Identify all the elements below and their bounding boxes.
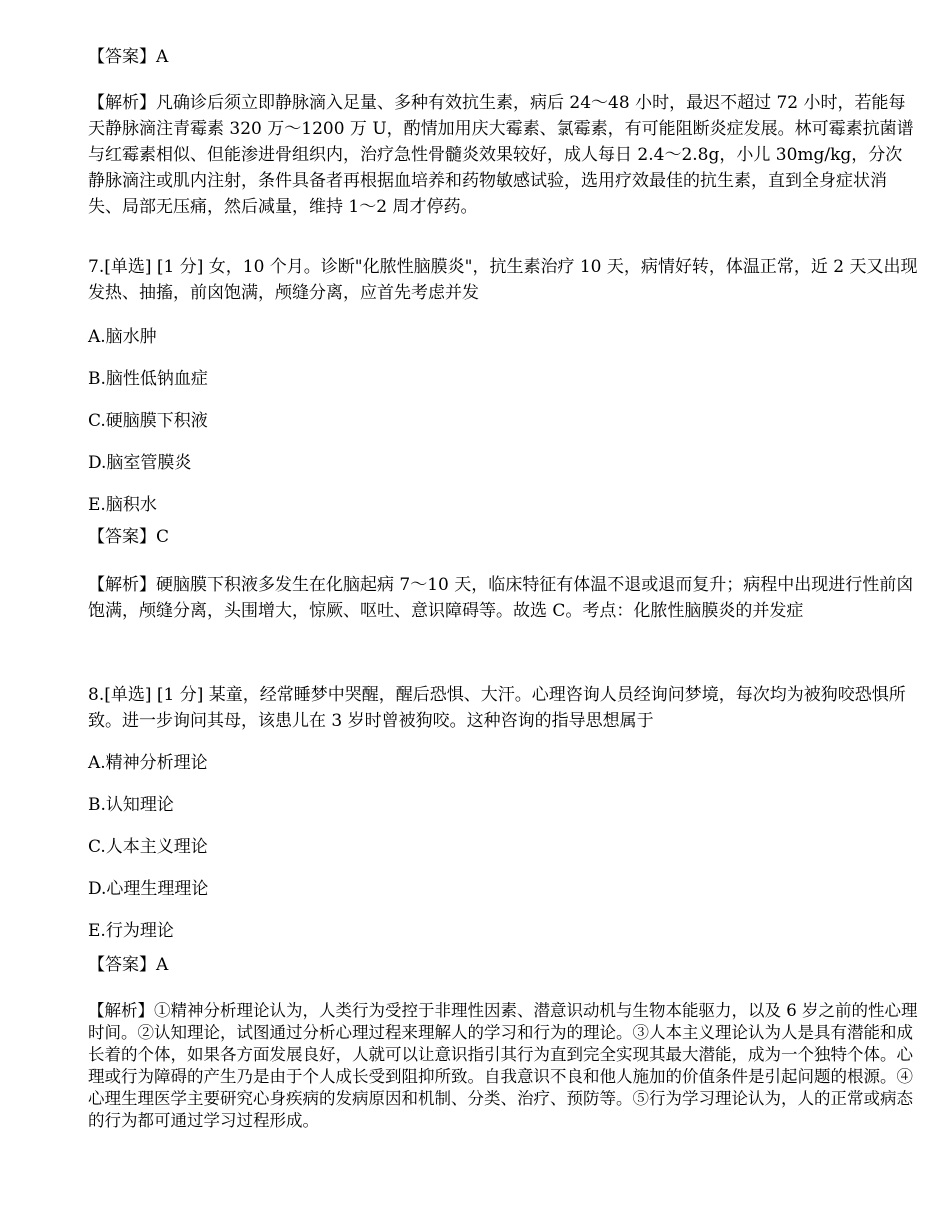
q8-option-a: A.精神分析理论 [88,753,208,773]
q8-option-e: E.行为理论 [88,921,174,941]
q8-option-d: D.心理生理理论 [88,879,209,899]
q7-option-b: B.脑性低钠血症 [88,369,208,389]
q6-analysis: 【解析】凡确诊后须立即静脉滴入足量、多种有效抗生素，病后 24～48 小时，最迟不超过 72 小时，若能每天静脉滴注青霉素 320 万～1200 万 U，酌情加用庆大霉素、氯霉素，有可能阻断炎症发展。林可霉素抗菌谱与红霉素相似、但能渗进骨组织内，治疗急性骨髓炎效果较好，成人每日 2.4～2.8g，小儿 30mg/kg，分次静脉滴注或肌内注射，条件具备者再根据血培养和药物敏感试验，选用疗效最佳的抗生素，直到全身症状消失、局部无压痛，然后减量，维持 1～2 周才停药。 [88,93,914,217]
q8-question: 8.[单选] [1 分] 某童，经常睡梦中哭醒，醒后恐惧、大汗。心理咨询人员经询问梦境，每次均为被狗咬恐惧所致。进一步询问其母，该患儿在 3 岁时曾被狗咬。这种咨询的指导思想属于 [88,685,906,731]
q6-answer: 【答案】A [88,47,169,67]
q8-option-c: C.人本主义理论 [88,837,208,857]
q7-option-d: D.脑室管膜炎 [88,453,192,473]
q8-answer: 【答案】A [88,955,169,975]
q7-answer: 【答案】C [88,527,170,547]
q7-analysis: 【解析】硬脑膜下积液多发生在化脑起病 7～10 天，临床特征有体温不退或退而复升；病程中出现进行性前囟饱满，颅缝分离，头围增大，惊厥、呕吐、意识障碍等。故选 C。考点：化脓性脑膜炎的并发症 [88,575,914,621]
q7-question: 7.[单选] [1 分] 女，10 个月。诊断"化脓性脑膜炎"，抗生素治疗 10 天，病情好转，体温正常，近 2 天又出现发热、抽搐，前囟饱满，颅缝分离，应首先考虑并发 [88,257,918,303]
q7-option-c: C.硬脑膜下积液 [88,411,208,431]
q7-option-e: E.脑积水 [88,495,157,515]
q8-option-b: B.认知理论 [88,795,174,815]
q8-analysis: 【解析】①精神分析理论认为，人类行为受控于非理性因素、潜意识动机与生物本能驱力，以及 6 岁之前的性心理时间。②认知理论，试图通过分析心理过程来理解人的学习和行为的理论。③人本主义理论认为人是具有潜能和成长着的个体，如果各方面发展良好，人就可以让意识指引其行为直到完全实现其最大潜能，成为一个独特个体。心理或行为障碍的产生乃是由于个人成长受到阻抑所致。自我意识不良和他人施加的价值条件是引起问题的根源。④心理生理医学主要研究心身疾病的发病原因和机制、分类、治疗、预防等。⑤行为学习理论认为，人的正常或病态的行为都可通过学习过程形成。 [88,1001,918,1130]
q7-option-a: A.脑水肿 [88,327,157,347]
